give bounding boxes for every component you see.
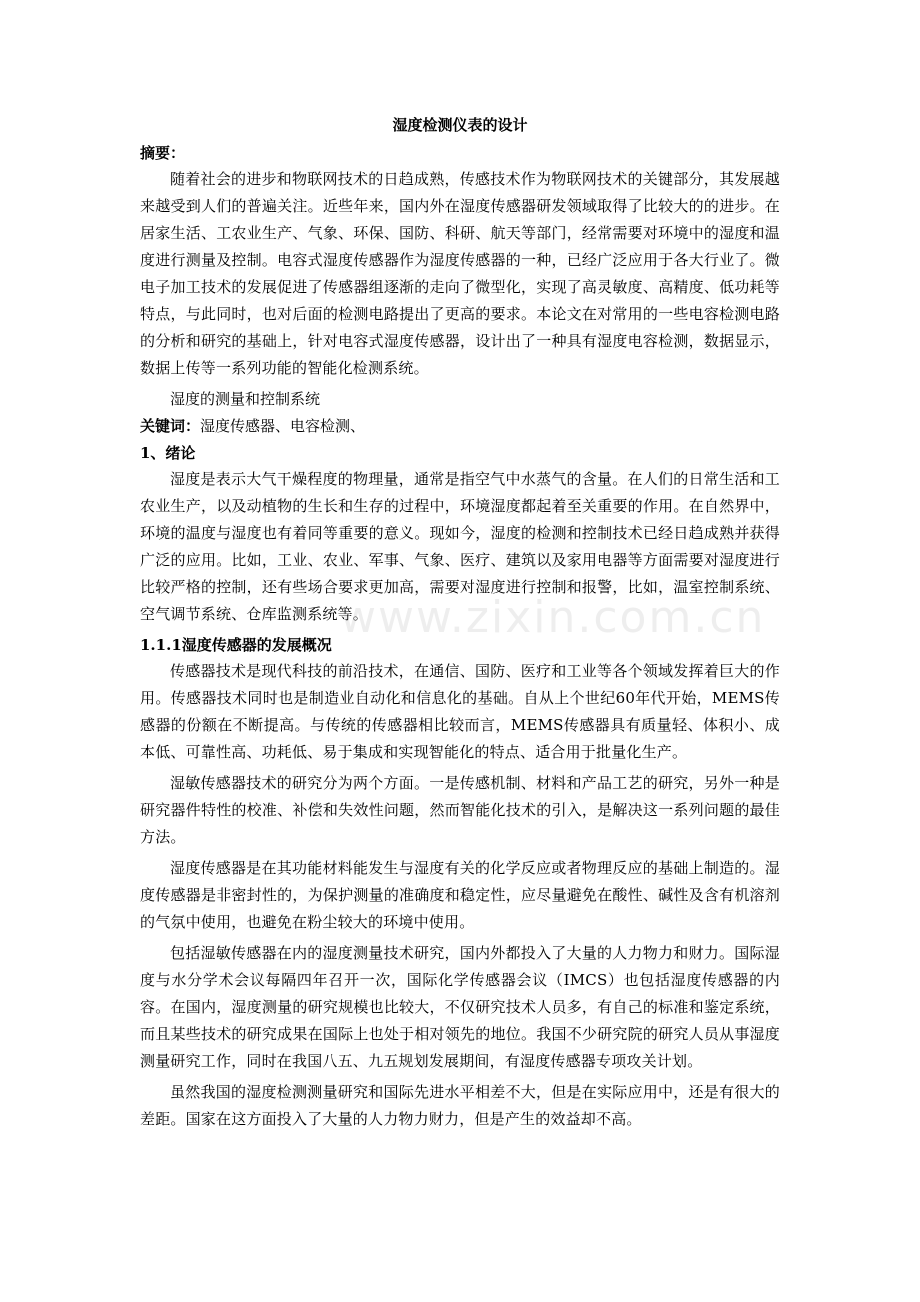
section-paragraph: 湿敏传感器技术的研究分为两个方面。一是传感机制、材料和产品工艺的研究，另外一种是研究器件特性的校准、补偿和失效性问题，然而智能化技术的引入，是解决这一系列问题的最佳方法。 [140,774,780,846]
abstract-subtitle: 湿度的测量和控制系统 [170,390,321,408]
section-paragraph: 包括湿敏传感器在内的湿度测量技术研究，国内外都投入了大量的人力物力和财力。国际湿度与水分学术会议每隔四年召开一次，国际化学传感器会议（IMCS）也包括湿度传感器的内容。在国内，湿度测量的研究规模也比较大，不仅研究技术人员多，有自己的标准和鉴定系统，而且某些技术的研究成果在国际上也处于相对领先的地位。我国不少研究院的研究人员从事湿度测量研究工作，同时在我国八五、九五规划发展期间，有湿度传感器专项攻关计划。 [140,944,780,1070]
keywords-value: 湿度传感器、电容检测、 [200,417,366,435]
keywords-label: 关键词： [140,417,201,435]
keywords-line [140,413,780,440]
section-paragraph: 传感器技术是现代科技的前沿技术，在通信、国防、医疗和工业等各个领域发挥着巨大的作用。传感器技术同时也是制造业自动化和信息化的基础。自从上个世纪60年代开始，MEMS传感器的份额在不断提高。与传统的传感器相比较而言，MEMS传感器具有质量轻、体积小、成本低、可靠性高、功耗低、易于集成和实现智能化的特点、适合用于批量化生产。 [140,662,780,761]
abstract-paragraph: 随着社会的进步和物联网技术的日趋成熟，传感技术作为物联网技术的关键部分，其发展越来越受到人们的普遍关注。近些年来，国内外在湿度传感器研发领域取得了比较大的的进步。在居家生活、工农业生产、气象、环保、国防、科研、航天等部门，经常需要对环境中的湿度和温度进行测量及控制。电容式湿度传感器作为湿度传感器的一种，已经广泛应用于各大行业了。微电子加工技术的发展促进了传感器组逐渐的走向了微型化，实现了高灵敏度、高精度、低功耗等特点，与此同时，也对后面的检测电路提出了更高的要求。本论文在对常用的一些电容检测电路的分析和研究的基础上，针对电容式湿度传感器，设计出了一种具有湿度电容检测，数据显示，数据上传等一系列功能的智能化检测系统。 [140,170,780,377]
section-paragraph: 虽然我国的湿度检测测量研究和国际先进水平相差不大，但是在实际应用中，还是有很大的差距。国家在这方面投入了大量的人力物力财力，但是产生的效益却不高。 [140,1083,780,1128]
document-page [140,114,780,1137]
abstract-heading: 摘要： [140,144,186,162]
document-title: 湿度检测仪表的设计 [392,116,528,134]
watermark: www.zixin.com.cn [340,592,766,643]
section-1-heading: 1、绪论 [140,444,196,462]
section-1-1-1-heading: 1.1.1湿度传感器的发展概况 [140,636,332,654]
section-1-paragraph: 湿度是表示大气干燥程度的物理量，通常是指空气中水蒸气的含量。在人们的日常生活和工农业生产，以及动植物的生长和生存的过程中，环境湿度都起着至关重要的作用。在自然界中，环境的温度与湿度也有着同等重要的意义。现如今，湿度的检测和控制技术已经日趋成熟并获得广泛的应用。比如，工业、农业、军事、气象、医疗、建筑以及家用电器等方面需要对湿度进行比较严格的控制，还有些场合要求更加高，需要对湿度进行控制和报警，比如，温室控制系统、空气调节系统、仓库监测系统等。 [140,470,780,623]
section-paragraph: 湿度传感器是在其功能材料能发生与湿度有关的化学反应或者物理反应的基础上制造的。湿度传感器是非密封性的，为保护测量的准确度和稳定性，应尽量避免在酸性、碱性及含有机溶剂的气氛中使用，也避免在粉尘较大的环境中使用。 [140,859,780,931]
